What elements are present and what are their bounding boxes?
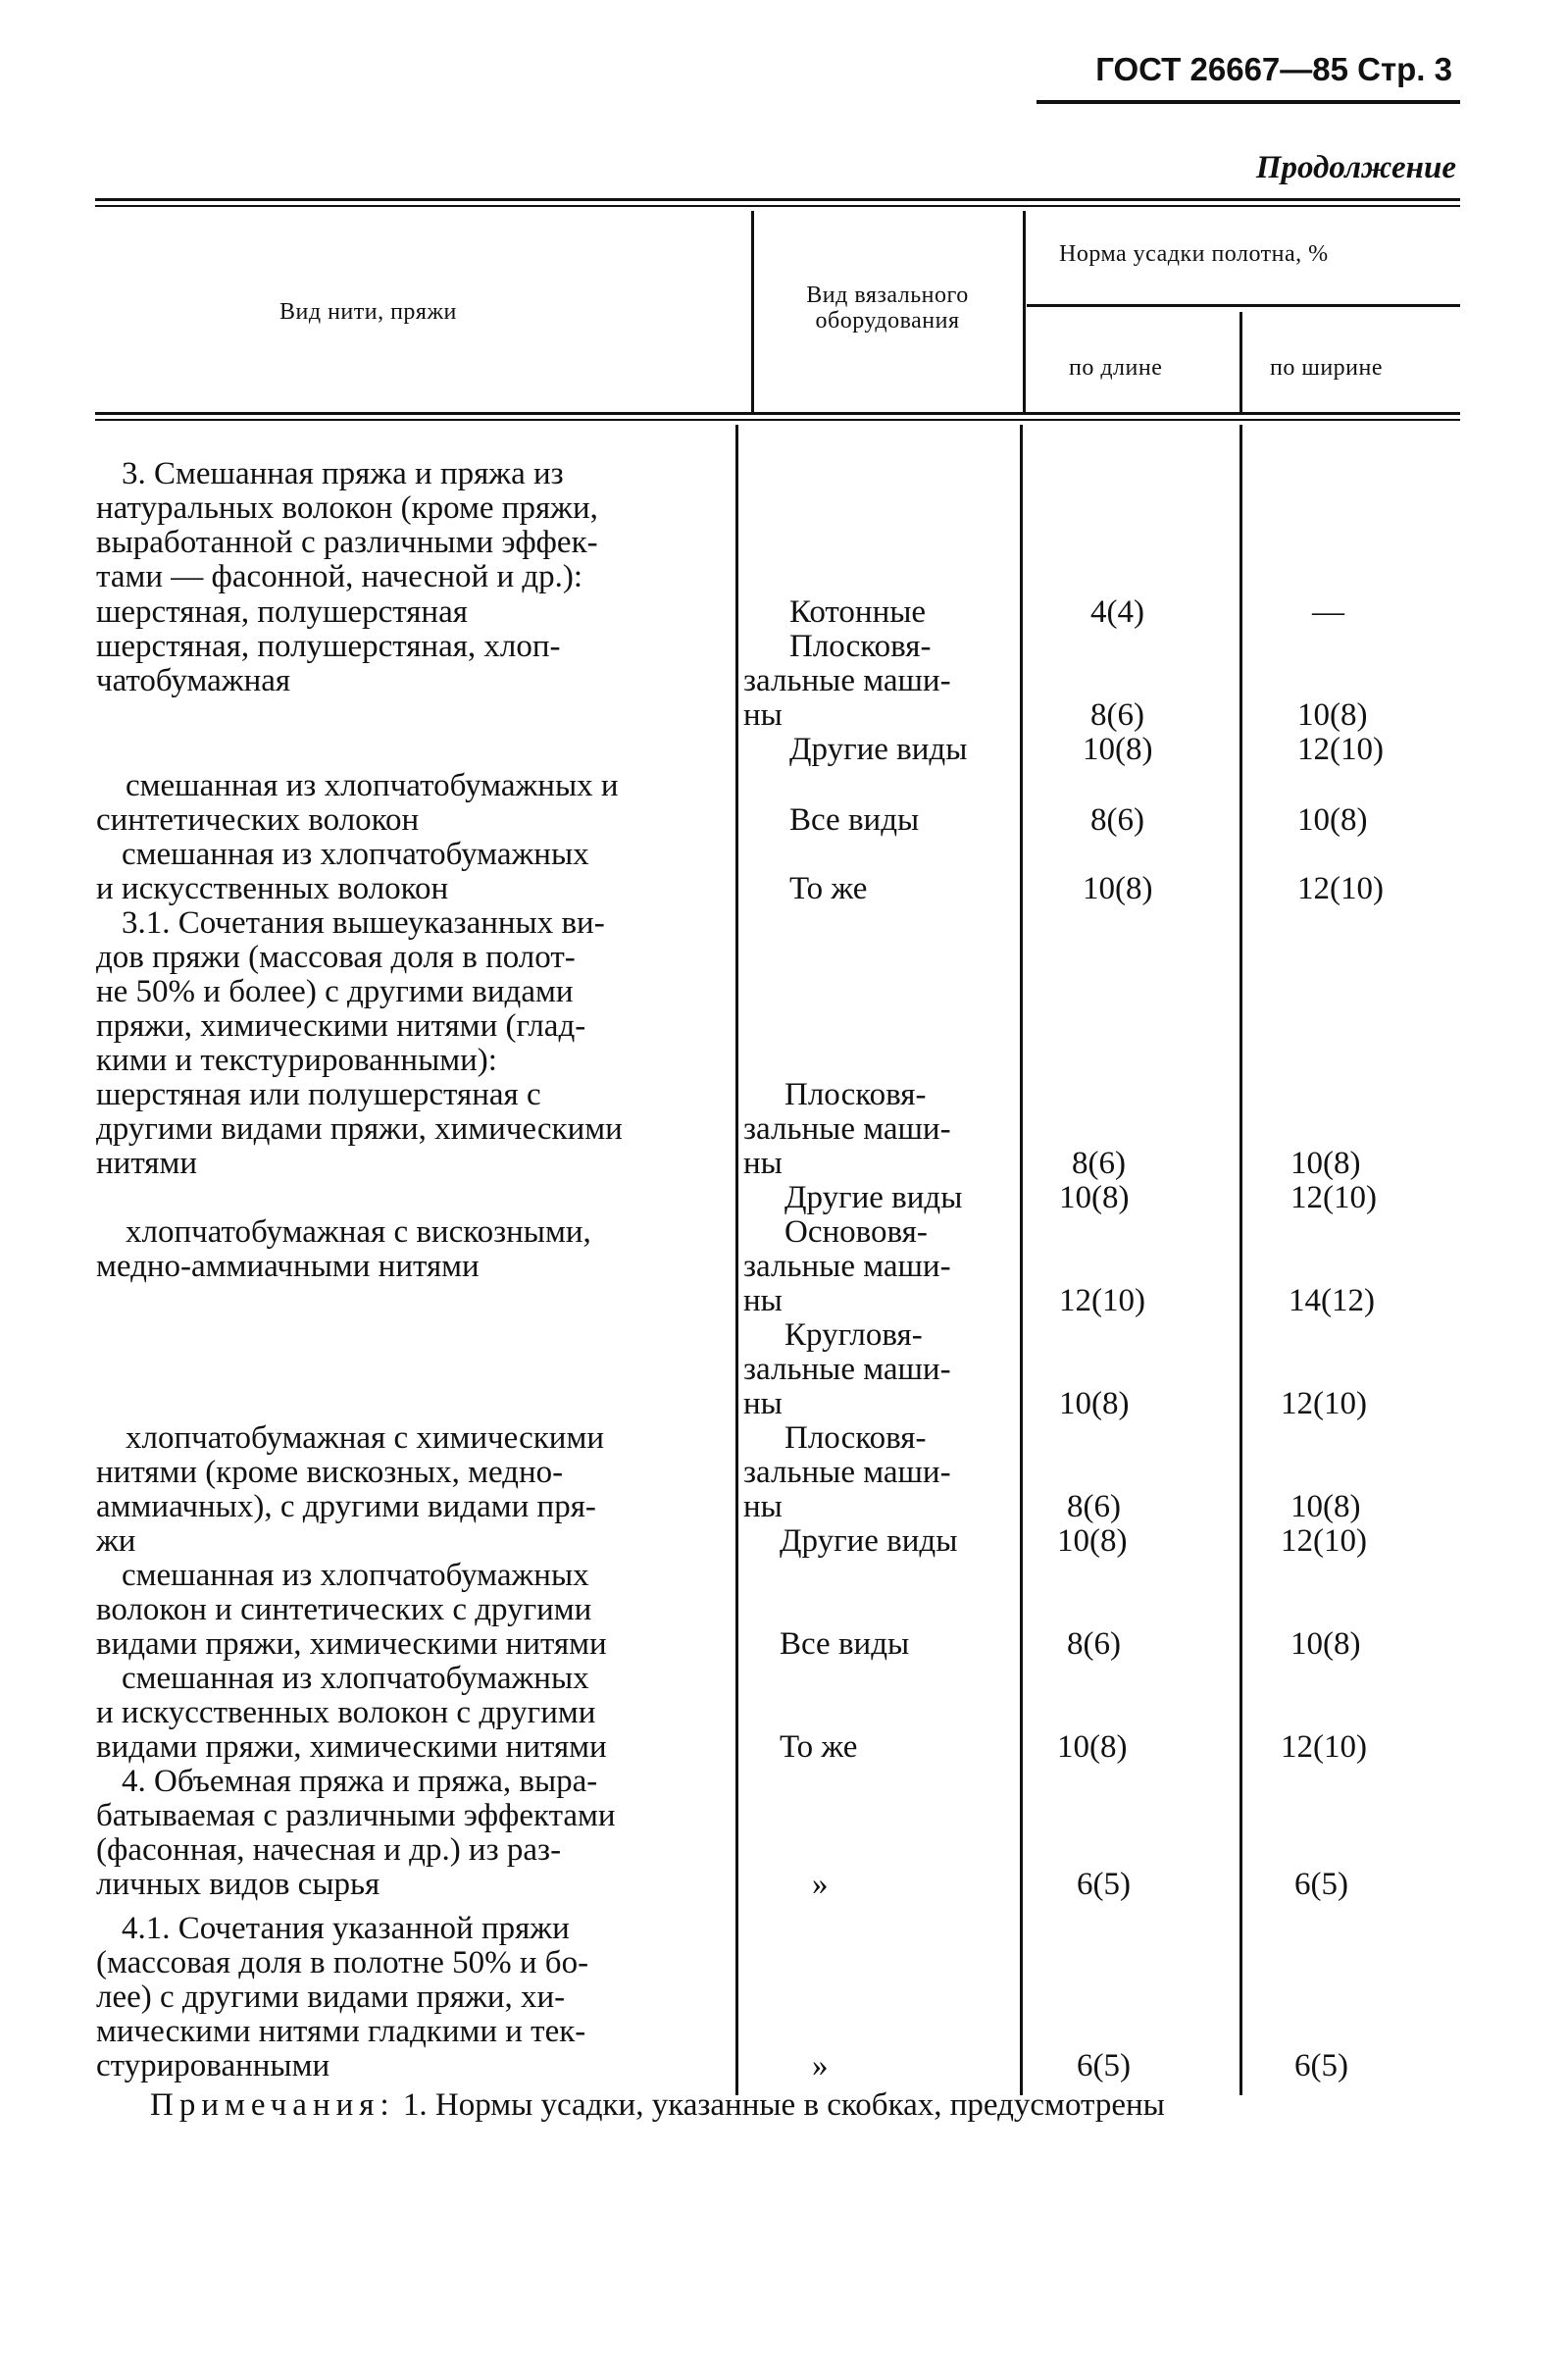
equipment-cell: Другие виды — [784, 1180, 963, 1215]
yarn-line: шерстяная, полушерстяная, хлоп- — [96, 629, 561, 664]
equipment-cell: зальные маши- — [743, 1111, 951, 1147]
yarn-line: видами пряжи, химическими нитями — [96, 1729, 607, 1765]
header-bottom-rule-1 — [95, 412, 1460, 415]
yarn-line: пряжи, химическими нитями (глад- — [96, 1008, 586, 1044]
width-value: 10(8) — [1297, 802, 1368, 838]
equipment-cell: зальные маши- — [743, 1352, 951, 1387]
yarn-line: другими видами пряжи, химическими — [96, 1111, 623, 1147]
length-value: 8(6) — [1090, 802, 1144, 838]
width-value: 6(5) — [1294, 1867, 1348, 1902]
width-value: 12(10) — [1297, 871, 1384, 906]
yarn-line: и искусственных волокон с другими — [96, 1695, 596, 1730]
yarn-line: смешанная из хлопчатобумажных — [122, 1558, 589, 1593]
width-value: 12(10) — [1281, 1386, 1367, 1421]
subheader-rule — [1027, 304, 1460, 307]
yarn-line: видами пряжи, химическими нитями — [96, 1626, 607, 1662]
yarn-line: дов пряжи (массовая доля в полот- — [96, 940, 576, 975]
yarn-line: хлопчатобумажная с химическими — [126, 1420, 604, 1456]
equipment-cell: ны — [743, 1386, 783, 1421]
width-value: 10(8) — [1290, 1489, 1361, 1524]
yarn-line: (массовая доля в полотне 50% и бо- — [96, 1945, 589, 1980]
equipment-cell: Другие виды — [789, 732, 968, 767]
yarn-line: натуральных волокон (кроме пряжи, — [96, 490, 598, 526]
length-value: 8(6) — [1067, 1489, 1121, 1524]
width-value: 12(10) — [1290, 1180, 1377, 1215]
yarn-line: выработанной с различными эффек- — [96, 525, 598, 560]
yarn-line: смешанная из хлопчатобумажных — [122, 837, 589, 872]
equipment-cell: Котонные — [789, 594, 927, 630]
equipment-cell: ны — [743, 1489, 783, 1524]
length-value: 8(6) — [1067, 1626, 1121, 1662]
length-value: 10(8) — [1057, 1523, 1128, 1559]
length-value: 12(10) — [1059, 1283, 1145, 1318]
footnote — [150, 2087, 1165, 2124]
yarn-line: (фасонная, начесная и др.) из раз- — [96, 1832, 562, 1868]
length-value: 10(8) — [1059, 1386, 1130, 1421]
page-reference: ГОСТ 26667—85 Стр. 3 — [1095, 51, 1452, 87]
equipment-cell: Основовя- — [784, 1214, 928, 1250]
equipment-cell: зальные маши- — [743, 1455, 951, 1490]
continuation-label: Продолжение — [1255, 150, 1456, 185]
yarn-line: аммиачных), с другими видами пря- — [96, 1489, 596, 1524]
column-divider-1-header — [751, 211, 754, 412]
column-divider-1 — [735, 425, 738, 2095]
width-value: 6(5) — [1294, 2048, 1348, 2083]
table-top-rule-1 — [95, 198, 1460, 201]
width-value: 12(10) — [1281, 1523, 1367, 1559]
yarn-line: нитями (кроме вискозных, медно- — [96, 1455, 564, 1490]
yarn-line: стурированными — [96, 2048, 330, 2083]
table-top-rule-2 — [95, 205, 1460, 207]
equipment-cell: ны — [743, 697, 783, 733]
yarn-line: не 50% и более) с другими видами — [96, 974, 574, 1009]
equipment-cell: ны — [743, 1283, 783, 1318]
length-value: 10(8) — [1083, 871, 1153, 906]
equipment-cell: Другие виды — [780, 1523, 958, 1559]
yarn-line: чатобумажная — [96, 663, 291, 698]
yarn-line: шерстяная, полушерстяная — [96, 594, 468, 630]
length-value: 8(6) — [1072, 1146, 1126, 1181]
equipment-cell: зальные маши- — [743, 1249, 951, 1284]
footnote-text: 1. Нормы усадки, указанные в скобках, предусмотрены — [402, 2087, 1165, 2123]
equipment-cell: зальные маши- — [743, 663, 951, 698]
length-value: 10(8) — [1059, 1180, 1130, 1215]
column-divider-3-header — [1239, 312, 1242, 412]
column-divider-2-header — [1023, 211, 1026, 412]
width-value: 14(12) — [1289, 1283, 1375, 1318]
width-value: — — [1312, 594, 1344, 630]
yarn-line: медно-аммиачными нитями — [96, 1249, 480, 1284]
equipment-cell: Все виды — [789, 802, 920, 838]
yarn-line: нитями — [96, 1146, 198, 1181]
yarn-line: 4. Объемная пряжа и пряжа, выра- — [122, 1764, 598, 1799]
equipment-cell: То же — [780, 1729, 858, 1765]
width-value: 10(8) — [1290, 1626, 1361, 1662]
yarn-line: лее) с другими видами пряжи, хи- — [96, 1979, 566, 2015]
col-header-by-length: по длине — [1069, 355, 1163, 381]
yarn-line: мическими нитями гладкими и тек- — [96, 2014, 586, 2049]
equipment-cell: Кругловя- — [784, 1317, 923, 1353]
yarn-line: хлопчатобумажная с вискозными, — [126, 1214, 591, 1250]
yarn-line: 4.1. Сочетания указанной пряжи — [122, 1911, 570, 1946]
yarn-line: батываемая с различными эффектами — [96, 1798, 616, 1833]
yarn-line: жи — [96, 1523, 136, 1559]
header-rule — [1037, 100, 1460, 104]
column-divider-3 — [1239, 425, 1242, 2095]
yarn-line: синтетических волокон — [96, 802, 420, 838]
length-value: 6(5) — [1077, 2048, 1131, 2083]
yarn-line: смешанная из хлопчатобумажных и — [126, 768, 619, 803]
equipment-cell: » — [812, 1867, 829, 1902]
yarn-line: 3.1. Сочетания вышеуказанных ви- — [122, 905, 605, 941]
col-header-equipment — [765, 283, 1010, 334]
yarn-line: шерстяная или полушерстяная с — [96, 1077, 541, 1112]
length-value: 10(8) — [1057, 1729, 1128, 1765]
length-value: 10(8) — [1083, 732, 1153, 767]
equipment-cell: Все виды — [780, 1626, 910, 1662]
yarn-line: 3. Смешанная пряжа и пряжа из — [122, 456, 564, 491]
col-header-shrink-norm: Норма усадки полотна, % — [1059, 241, 1329, 267]
equipment-cell: Плосковя- — [784, 1077, 927, 1112]
equipment-cell: ны — [743, 1146, 783, 1181]
col-header-by-width: по ширине — [1270, 355, 1384, 381]
yarn-line: смешанная из хлопчатобумажных — [122, 1661, 589, 1696]
width-value: 12(10) — [1281, 1729, 1367, 1765]
yarn-line: волокон и синтетических с другими — [96, 1592, 592, 1627]
yarn-line: кими и текстурированными): — [96, 1043, 497, 1078]
width-value: 10(8) — [1297, 697, 1368, 733]
equipment-cell: Плосковя- — [789, 629, 932, 664]
equipment-cell: То же — [789, 871, 868, 906]
col-header-equipment-text: Вид вязального оборудования — [806, 283, 969, 334]
length-value: 4(4) — [1090, 594, 1144, 630]
equipment-cell: Плосковя- — [784, 1420, 927, 1456]
length-value: 8(6) — [1090, 697, 1144, 733]
length-value: 6(5) — [1077, 1867, 1131, 1902]
column-divider-2 — [1020, 425, 1023, 2095]
width-value: 12(10) — [1297, 732, 1384, 767]
yarn-line: и искусственных волокон — [96, 871, 449, 906]
footnote-label: Примечания: — [150, 2087, 395, 2123]
col-header-yarn-type: Вид нити, пряжи — [279, 299, 457, 325]
yarn-line: тами — фасонной, начесной и др.): — [96, 559, 583, 594]
equipment-cell: » — [812, 2048, 829, 2083]
header-bottom-rule-2 — [95, 419, 1460, 421]
width-value: 10(8) — [1290, 1146, 1361, 1181]
yarn-line: личных видов сырья — [96, 1867, 380, 1902]
